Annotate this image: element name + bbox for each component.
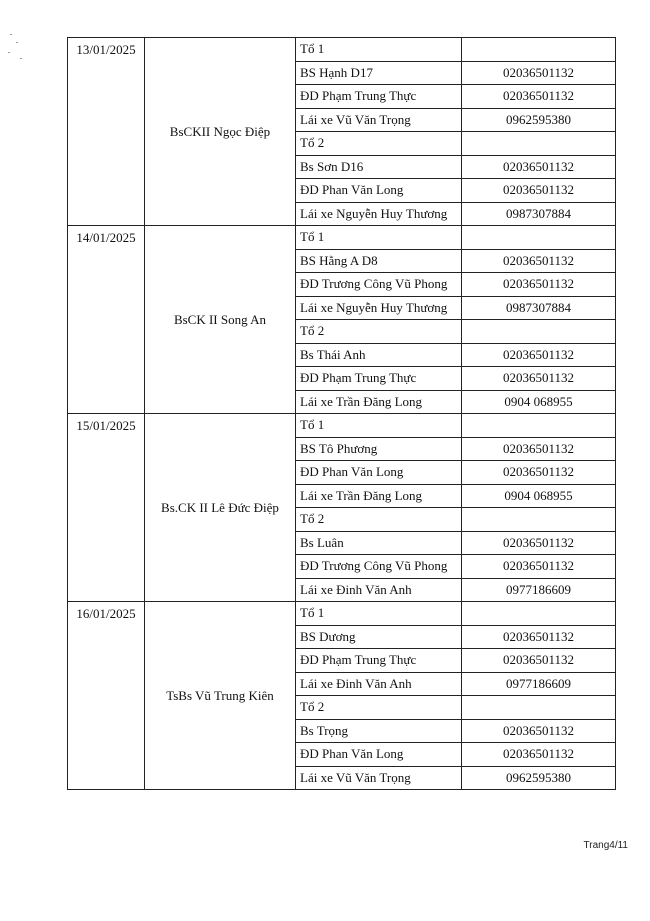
staff-name: Bs Sơn D16 (296, 155, 462, 179)
staff-name: Bs Luân (296, 531, 462, 555)
staff-name: ĐD Trương Công Vũ Phong (296, 555, 462, 579)
staff-name: Lái xe Đinh Văn Anh (296, 578, 462, 602)
staff-name: ĐD Phạm Trung Thực (296, 367, 462, 391)
phone-number: 0904 068955 (462, 390, 616, 414)
phone-number: 02036501132 (462, 179, 616, 203)
staff-name: Bs Trọng (296, 719, 462, 743)
phone-number: 02036501132 (462, 555, 616, 579)
phone-number: 02036501132 (462, 625, 616, 649)
phone-number: 02036501132 (462, 649, 616, 673)
on-call-doctor: TsBs Vũ Trung Kiên (145, 602, 296, 790)
phone-number: 0987307884 (462, 202, 616, 226)
duty-date: 14/01/2025 (68, 226, 145, 414)
staff-name: Lái xe Đinh Văn Anh (296, 672, 462, 696)
staff-name: Lái xe Vũ Văn Trọng (296, 766, 462, 790)
phone-number (462, 696, 616, 720)
staff-name: BS Hạnh D17 (296, 61, 462, 85)
staff-name: BS Tô Phương (296, 437, 462, 461)
phone-number: 0977186609 (462, 578, 616, 602)
phone-number: 0962595380 (462, 766, 616, 790)
on-call-doctor: BsCKII Ngọc Điệp (145, 38, 296, 226)
phone-number: 02036501132 (462, 85, 616, 109)
phone-number (462, 508, 616, 532)
staff-name: Lái xe Vũ Văn Trọng (296, 108, 462, 132)
phone-number: 02036501132 (462, 343, 616, 367)
phone-number: 02036501132 (462, 367, 616, 391)
phone-number: 02036501132 (462, 719, 616, 743)
team-label: Tổ 1 (296, 414, 462, 438)
table-row (68, 38, 616, 62)
phone-number: 0987307884 (462, 296, 616, 320)
phone-number: 02036501132 (462, 249, 616, 273)
on-call-doctor: Bs.CK II Lê Đức Điệp (145, 414, 296, 602)
team-label: Tổ 2 (296, 132, 462, 156)
staff-name: ĐD Trương Công Vũ Phong (296, 273, 462, 297)
phone-number (462, 602, 616, 626)
phone-number (462, 414, 616, 438)
team-label: Tổ 2 (296, 508, 462, 532)
phone-number: 0977186609 (462, 672, 616, 696)
duty-date: 13/01/2025 (68, 38, 145, 226)
duty-date: 16/01/2025 (68, 602, 145, 790)
staff-name: Bs Thái Anh (296, 343, 462, 367)
staff-name: ĐD Phan Văn Long (296, 461, 462, 485)
phone-number: 02036501132 (462, 461, 616, 485)
phone-number (462, 226, 616, 250)
staff-name: Lái xe Nguyễn Huy Thương (296, 202, 462, 226)
scan-specks (6, 30, 36, 70)
phone-number: 02036501132 (462, 743, 616, 767)
phone-number: 02036501132 (462, 531, 616, 555)
on-call-doctor: BsCK II Song An (145, 226, 296, 414)
phone-number (462, 132, 616, 156)
staff-name: ĐD Phan Văn Long (296, 179, 462, 203)
table-row (68, 226, 616, 250)
phone-number: 0904 068955 (462, 484, 616, 508)
phone-number: 0962595380 (462, 108, 616, 132)
team-label: Tổ 1 (296, 226, 462, 250)
staff-name: Lái xe Nguyễn Huy Thương (296, 296, 462, 320)
staff-name: Lái xe Trần Đăng Long (296, 390, 462, 414)
staff-name: ĐD Phan Văn Long (296, 743, 462, 767)
team-label: Tổ 1 (296, 602, 462, 626)
phone-number: 02036501132 (462, 155, 616, 179)
phone-number: 02036501132 (462, 61, 616, 85)
staff-name: ĐD Phạm Trung Thực (296, 649, 462, 673)
staff-name: Lái xe Trần Đăng Long (296, 484, 462, 508)
table-row (68, 414, 616, 438)
phone-number (462, 320, 616, 344)
team-label: Tổ 1 (296, 38, 462, 62)
staff-name: ĐD Phạm Trung Thực (296, 85, 462, 109)
phone-number (462, 38, 616, 62)
phone-number: 02036501132 (462, 437, 616, 461)
team-label: Tổ 2 (296, 696, 462, 720)
team-label: Tổ 2 (296, 320, 462, 344)
page-number: Trang4/11 (583, 840, 628, 851)
staff-name: BS Dương (296, 625, 462, 649)
staff-name: BS Hằng A D8 (296, 249, 462, 273)
table-row (68, 602, 616, 626)
phone-number: 02036501132 (462, 273, 616, 297)
duty-roster-table (67, 37, 616, 790)
duty-date: 15/01/2025 (68, 414, 145, 602)
